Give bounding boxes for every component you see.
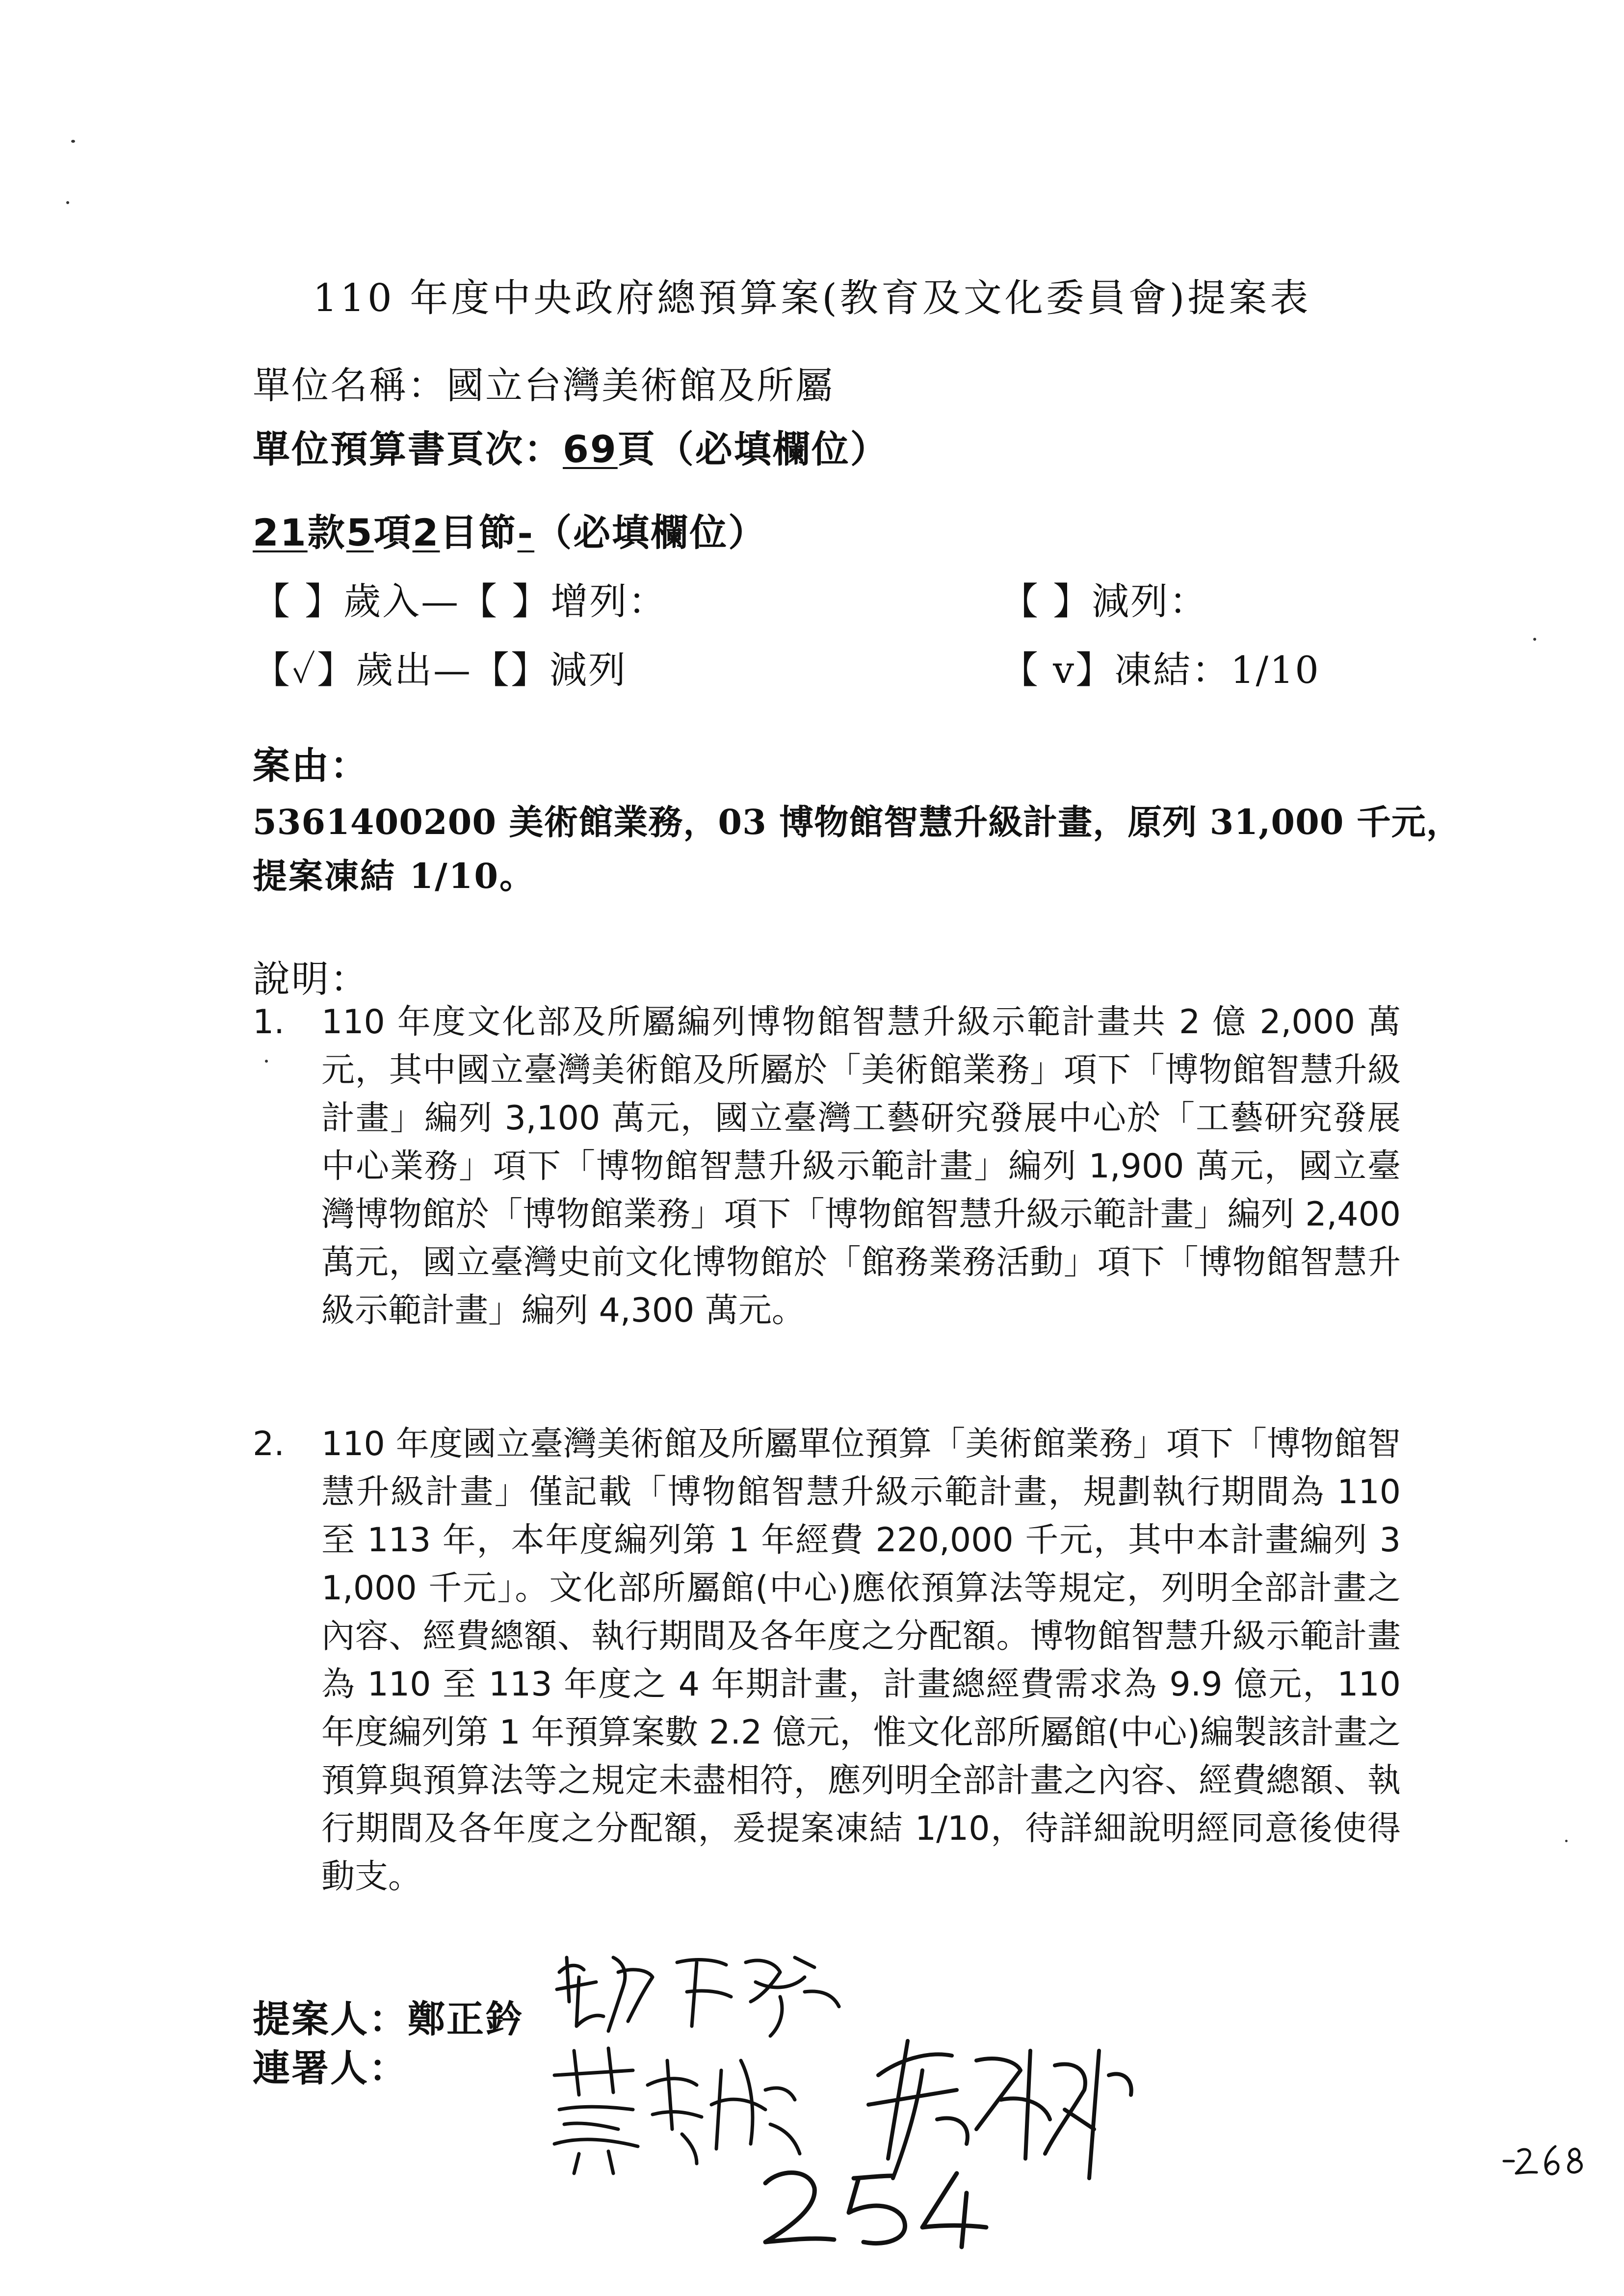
increase-label: 增列： [550, 579, 667, 623]
item-number: 1. [253, 1003, 285, 1042]
subject-kuan-label: 款 [307, 511, 346, 554]
reason-line-1b: 原列 31,000 千元， [1127, 802, 1461, 842]
subject-jie: - [517, 511, 535, 554]
budget-page-number: 69 [563, 427, 618, 471]
subject-required: （必填欄位） [534, 511, 767, 554]
page-title: 110 年度中央政府總預算案(教育及文化委員會)提案表 [313, 276, 1311, 320]
scan-speck [265, 1060, 268, 1063]
reduce-checkbox: 【 】 [1001, 579, 1092, 623]
budget-page-line [253, 419, 889, 473]
expense-label: 歲出— [356, 648, 472, 692]
proposer-name: 鄭正鈐 [408, 1997, 524, 2041]
freeze-checkbox: 【 v】 [1001, 648, 1115, 692]
cosigner-signatures [535, 2031, 1222, 2252]
revenue-option-row [253, 572, 667, 625]
unit-name: 單位名稱：國立台灣美術館及所屬 [253, 364, 834, 407]
explanation-item-1 [253, 998, 1411, 1430]
subject-kuan: 21 [253, 511, 308, 554]
scan-speck [66, 201, 69, 204]
explanation-item-2 [253, 1420, 1411, 1960]
corner-page-number [1496, 2124, 1595, 2183]
revenue-checkbox: 【 】 [253, 579, 344, 623]
cosigner-label: 連署人： [253, 2046, 408, 2090]
subject-mu-label: 目節 [440, 511, 518, 554]
subject-xiang: 5 [346, 511, 374, 554]
reason-heading: 案由： [253, 744, 369, 787]
reduce-option [1001, 572, 1208, 625]
revenue-label: 歲入— [343, 579, 460, 623]
subject-mu: 2 [412, 511, 440, 554]
subject-xiang-label: 項 [373, 511, 413, 554]
expense-checkbox: 【✓】 [253, 648, 356, 692]
reason-line-1 [253, 795, 1461, 844]
expense-reduce-checkbox: 【】 [472, 648, 550, 692]
reason-line-2: 提案凍結 1/10。 [253, 856, 536, 896]
scan-speck [1533, 638, 1536, 641]
budget-page-label: 單位預算書頁次： [253, 427, 563, 471]
proposer-line [253, 1989, 524, 2043]
reason-line-1a: 5361400200 美術館業務，03 博物館智慧升級計畫， [253, 802, 1128, 842]
expense-option-row [253, 640, 627, 694]
increase-checkbox: 【 】 [460, 579, 551, 623]
reduce-label: 減列： [1092, 579, 1208, 623]
expense-reduce-label: 減列 [550, 648, 628, 692]
item-text: 110 年度國立臺灣美術館及所屬單位預算「美術館業務」項下「博物館智慧升級計畫」僅記載「博物館智慧升級示範計畫，規劃執行期間為 110 至 113 年，本年度編列第 1 年經費 220,000 千元，其中本計畫編列 31,000 千元」。文化部所屬館(中心)應依預算法等規定，列明全部計畫之內容、經費總額、執行期間及各年度之分配額。博物館智慧升級示範計畫為 110 至 113 年度之 4 年期計畫，計畫總經費需求為 9.9 億元，110 年度編列第 1 年預算案數 2.2 億元，惟文化部所屬館(中心)編製該計畫之預算與預算法等之規定未盡相符，應列明全部計畫之內容、經費總額、執行期間及各年度之分配額，爰提案凍結 1/10，待詳細說明經同意後使得動支。 [321, 1425, 1401, 1896]
budget-page-suffix: 頁（必填欄位） [617, 427, 889, 471]
freeze-option [1001, 640, 1320, 694]
explanation-heading: 說明： [253, 957, 369, 1001]
freeze-label: 凍結：1/10 [1114, 648, 1320, 692]
item-number: 2. [253, 1425, 285, 1463]
item-text: 110 年度文化部及所屬編列博物館智慧升級示範計畫共 2 億 2,000 萬元，其中國立臺灣美術館及所屬於「美術館業務」項下「博物館智慧升級計畫」編列 3,100 萬元，國立臺灣工藝研究發展中心於「工藝研究發展中心業務」項下「博物館智慧升級示範計畫」編列 1,900 萬元，國立臺灣博物館於「博物館業務」項下「博物館智慧升級示範計畫」編列 2,400 萬元，國立臺灣史前文化博物館於「館務業務活動」項下「博物館智慧升級示範計畫」編列 4,300 萬元。 [321, 1003, 1401, 1330]
proposer-label: 提案人： [253, 1997, 408, 2041]
scan-speck [71, 140, 75, 143]
subject-line [253, 503, 767, 556]
scan-speck [1565, 1840, 1568, 1842]
